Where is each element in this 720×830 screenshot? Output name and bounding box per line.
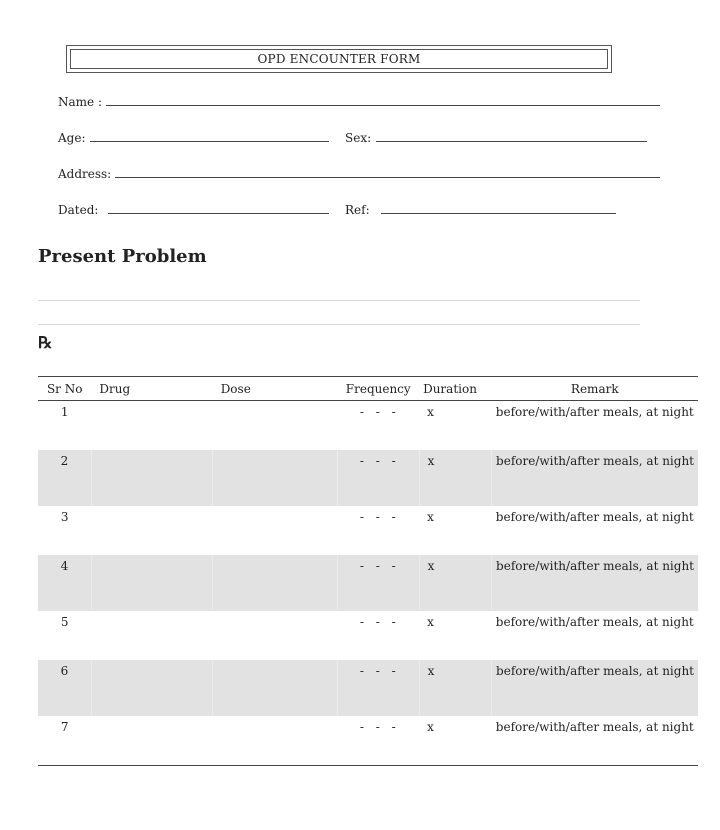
drug-cell[interactable]	[91, 611, 212, 660]
drug-cell[interactable]	[91, 450, 212, 506]
drug-cell[interactable]	[91, 660, 212, 716]
duration-cell[interactable]: x	[427, 615, 434, 629]
form-title: OPD ENCOUNTER FORM	[70, 49, 608, 69]
sr-no-cell: 5	[60, 615, 69, 629]
remark-cell[interactable]: before/with/after meals, at night	[495, 510, 694, 524]
sr-no-cell: 6	[60, 664, 69, 678]
age-field[interactable]	[90, 141, 329, 142]
col-header-dose: Dose	[213, 377, 338, 401]
duration-cell[interactable]: x	[419, 660, 491, 716]
drug-cell[interactable]	[91, 401, 212, 451]
remark-cell[interactable]: before/with/after meals, at night	[492, 555, 698, 611]
dose-cell[interactable]	[213, 660, 338, 716]
table-row	[38, 716, 698, 766]
name-field[interactable]	[106, 105, 660, 106]
address-field[interactable]	[115, 177, 660, 178]
drug-cell[interactable]	[91, 555, 212, 611]
remark-cell[interactable]: before/with/after meals, at night	[492, 660, 698, 716]
frequency-cell[interactable]: - - -	[359, 510, 397, 524]
dose-cell[interactable]	[213, 555, 338, 611]
col-header-frequency: Frequency	[337, 377, 419, 401]
frequency-cell[interactable]: - - -	[359, 405, 397, 419]
remark-cell[interactable]: before/with/after meals, at night	[495, 405, 694, 419]
duration-cell[interactable]: x	[427, 405, 434, 419]
ref-field[interactable]	[381, 213, 616, 214]
table-row	[38, 555, 698, 611]
dose-cell[interactable]	[213, 716, 338, 766]
dose-cell[interactable]	[213, 611, 338, 660]
dose-cell[interactable]	[213, 506, 338, 555]
col-header-duration: Duration	[419, 377, 491, 401]
frequency-cell[interactable]: - - -	[337, 450, 419, 506]
dated-label: Dated:	[58, 203, 99, 217]
drug-cell[interactable]	[91, 506, 212, 555]
sr-no-cell: 1	[60, 405, 69, 419]
sr-no-cell: 4	[60, 559, 69, 573]
dose-cell[interactable]	[213, 401, 338, 451]
frequency-cell[interactable]: - - -	[337, 660, 419, 716]
rx-symbol: ℞	[38, 333, 53, 352]
table-row	[38, 401, 698, 451]
frequency-cell[interactable]: - - -	[359, 615, 397, 629]
sr-no-cell: 3	[60, 510, 69, 524]
table-row	[38, 450, 698, 506]
table-row	[38, 611, 698, 660]
present-problem-heading: Present Problem	[38, 246, 207, 267]
duration-cell[interactable]: x	[419, 716, 491, 766]
col-header-sr-no: Sr No	[38, 377, 91, 401]
col-header-remark: Remark	[492, 377, 698, 401]
table-row	[38, 660, 698, 716]
dose-cell[interactable]	[213, 450, 338, 506]
age-label: Age:	[58, 131, 86, 145]
address-label: Address:	[58, 167, 112, 181]
remark-cell[interactable]: before/with/after meals, at night	[492, 450, 698, 506]
remark-cell[interactable]: before/with/after meals, at night	[492, 716, 698, 766]
table-header-row	[38, 377, 698, 401]
frequency-cell[interactable]: - - -	[337, 716, 419, 766]
present-problem-line-1[interactable]	[38, 300, 640, 301]
duration-cell[interactable]: x	[419, 450, 491, 506]
dated-field[interactable]	[108, 213, 329, 214]
col-header-drug: Drug	[91, 377, 212, 401]
present-problem-line-2[interactable]	[38, 324, 640, 325]
form-title-box	[66, 45, 612, 73]
prescription-table	[38, 376, 698, 766]
table-row	[38, 506, 698, 555]
sr-no-cell: 7	[38, 716, 91, 766]
sex-label: Sex:	[345, 131, 372, 145]
sex-field[interactable]	[376, 141, 647, 142]
remark-cell[interactable]: before/with/after meals, at night	[495, 615, 694, 629]
name-label: Name :	[58, 95, 102, 109]
drug-cell[interactable]	[91, 716, 212, 766]
duration-cell[interactable]: x	[427, 510, 434, 524]
ref-label: Ref:	[345, 203, 370, 217]
frequency-cell[interactable]: - - -	[337, 555, 419, 611]
duration-cell[interactable]: x	[419, 555, 491, 611]
sr-no-cell: 2	[60, 454, 69, 468]
